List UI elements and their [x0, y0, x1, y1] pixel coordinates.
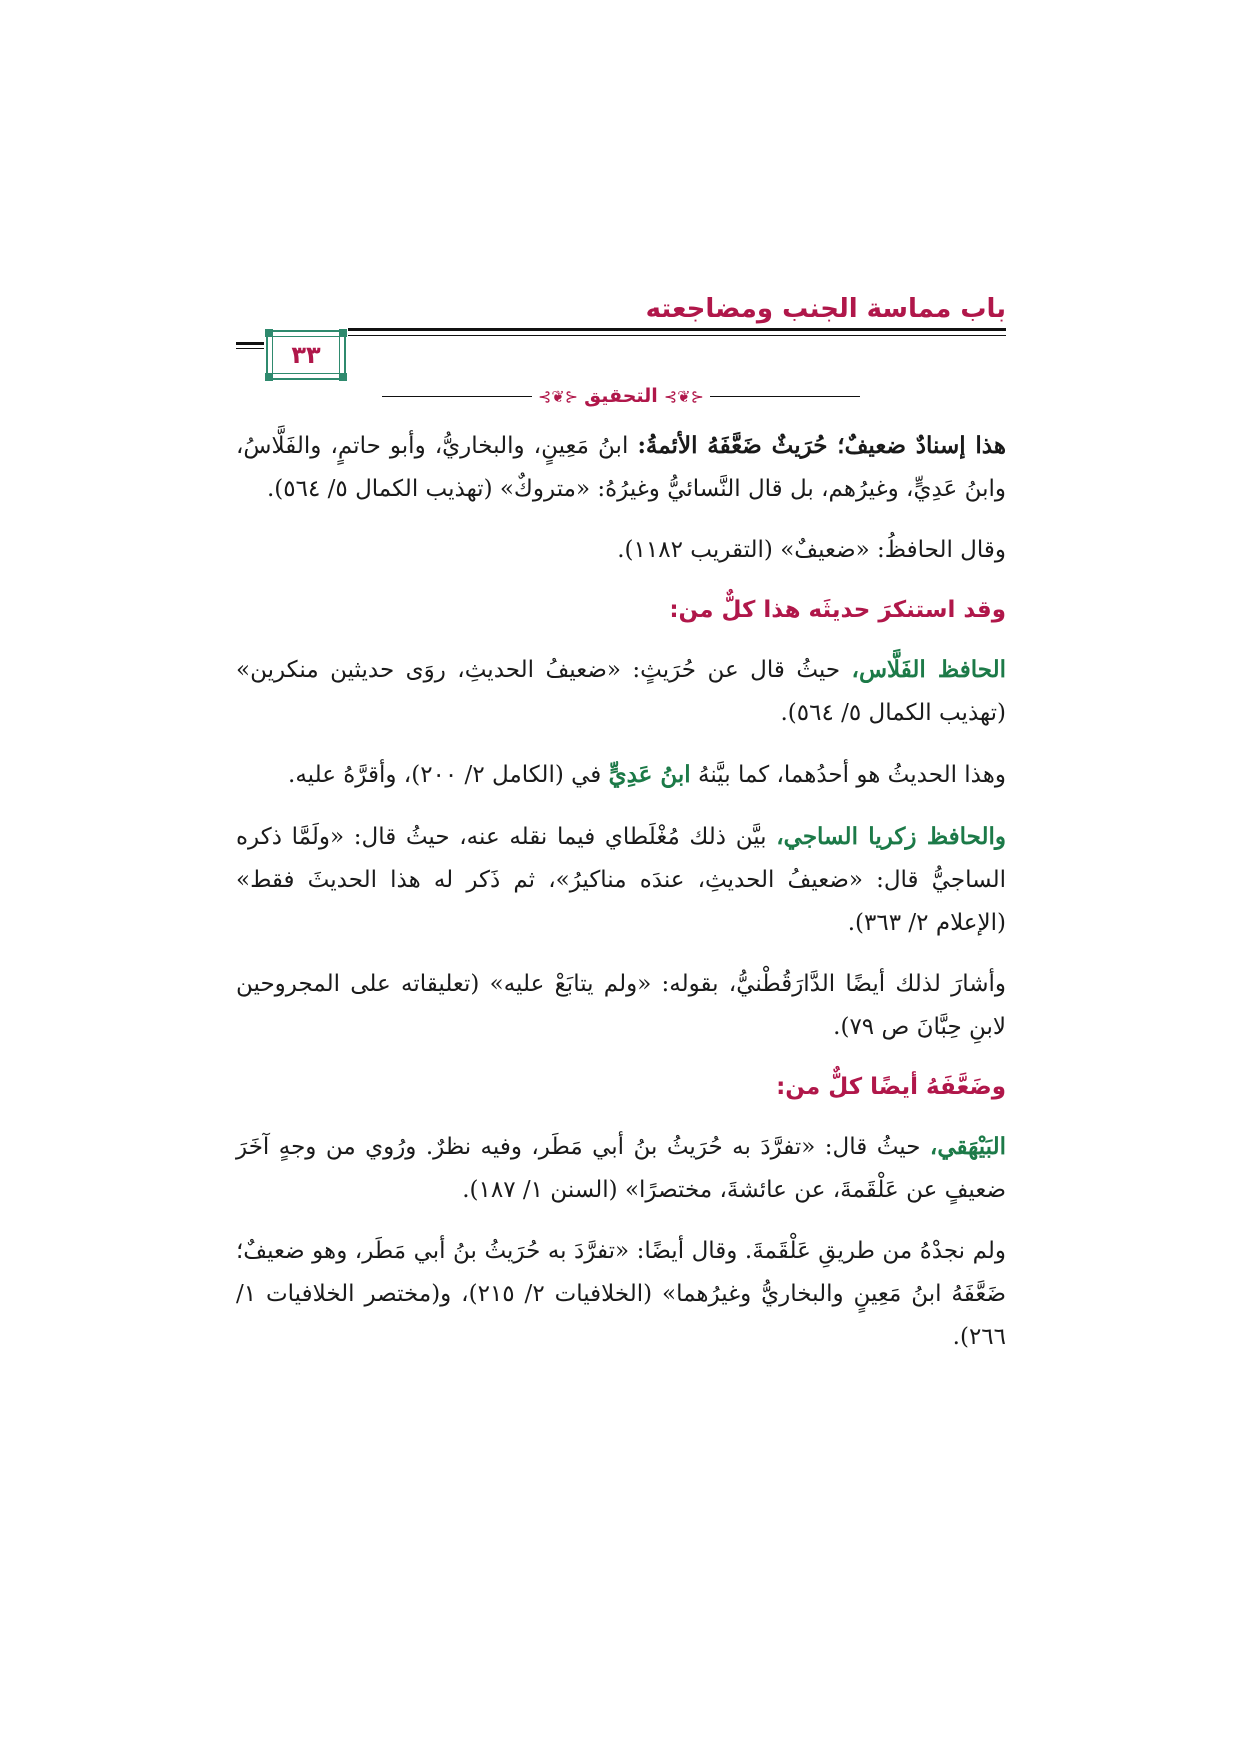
ornament-icon: ⊰❦⊱: [537, 386, 579, 406]
paragraph-3: [236, 648, 1006, 735]
lead-phrase: هذا إسنادٌ ضعيفٌ؛ حُرَيثٌ ضَعَّفَهُ الأئمةُ:: [637, 432, 1006, 459]
subheading-1: وقد استنكرَ حديثَه هذا كلٌّ من:: [669, 597, 1006, 623]
ornament-icon: ⊰❦⊱: [663, 386, 705, 406]
header-rule-thick: [348, 328, 1006, 331]
scholar-name: والحافظ زكريا الساجي،: [776, 823, 1006, 850]
divider-line: [382, 396, 532, 397]
paragraph-text: وهذا الحديثُ هو أحدُهما، كما بيَّنهُ: [690, 762, 1006, 788]
paragraph-text: بيَّن ذلك مُغْلَطاي فيما نقله عنه، حيثُ قال: «ولَمَّا ذكره الساجيُّ قال: «ضعيفُ الحديثِ، عندَه مناكيرُ»، ثم ذَكر له هذا الحديثَ فقط» (الإعلام ٢/ ٣٦٣).: [236, 824, 1006, 936]
header-rule-thin: [348, 335, 1006, 336]
page-header: [236, 290, 1006, 376]
page-number: ٣٣: [291, 341, 321, 369]
paragraph-5: [236, 815, 1006, 945]
paragraph-4: [236, 753, 1006, 797]
paragraph-8: ولم نجدْهُ من طريقِ عَلْقَمةَ. وقال أيضًا: «تفرَّدَ به حُرَيثُ بنُ أبي مَطَر، وهو ضعيفٌ؛ ضَعَّفَهُ ابنُ مَعِينٍ والبخاريُّ وغيرُهما» (الخلافيات ٢/ ٢١٥)، و(مختصر الخلافيات ١/ ٢٦٦).: [236, 1238, 1007, 1350]
paragraph-text: حيثُ قال عن حُرَيثٍ: «ضعيفُ الحديثِ، روَى حديثين منكرين» (تهذيب الكمال ٥/ ٥٦٤).: [236, 657, 1006, 726]
page-number-frame: [266, 330, 346, 380]
paragraph-2: وقال الحافظُ: «ضعيفٌ» (التقريب ١١٨٢).: [617, 537, 1006, 563]
section-title: التحقيق: [584, 385, 658, 407]
section-divider: [236, 382, 1006, 410]
chapter-title: باب مماسة الجنب ومضاجعته: [645, 294, 1006, 324]
paragraph-7: [236, 1125, 1006, 1212]
page: [236, 290, 1006, 1377]
paragraph-text: حيثُ قال: «تفرَّدَ به حُرَيثُ بنُ أبي مَطَر، وفيه نظرٌ. ورُوي من وجهٍ آخَرَ ضعيفٍ عن عَلْقَمةَ، عن عائشةَ، مختصرًا» (السنن ١/ ١٨٧).: [236, 1134, 1006, 1203]
header-rule-left-thin: [236, 348, 264, 349]
subheading-2: وضَعَّفَهُ أيضًا كلٌّ من:: [776, 1074, 1006, 1100]
header-rule-left: [236, 342, 264, 345]
paragraph-text: ابنُ مَعِينٍ، والبخاريُّ، وأبو حاتمٍ، والفَلَّاسُ، وابنُ عَدِيٍّ، وغيرُهم، بل قال النَّسائيُّ وغيرُهُ: «متروكٌ» (تهذيب الكمال ٥/ ٥٦٤).: [236, 433, 1006, 502]
scholar-name: الحافظ الفَلَّاس،: [851, 656, 1007, 683]
scholar-name: البَيْهَقي،: [929, 1133, 1006, 1160]
paragraph-text: في (الكامل ٢/ ٢٠٠)، وأقرَّهُ عليه.: [288, 762, 609, 788]
paragraph-6: وأشارَ لذلك أيضًا الدَّارَقُطْنيُّ، بقوله: «ولم يتابَعْ عليه» (تعليقاته على المجروحين لابنِ حِبَّانَ ص ٧٩).: [236, 971, 1006, 1040]
divider-line: [710, 396, 860, 397]
scholar-name: ابنُ عَدِيٍّ: [608, 761, 691, 788]
paragraph-1: [236, 424, 1006, 511]
